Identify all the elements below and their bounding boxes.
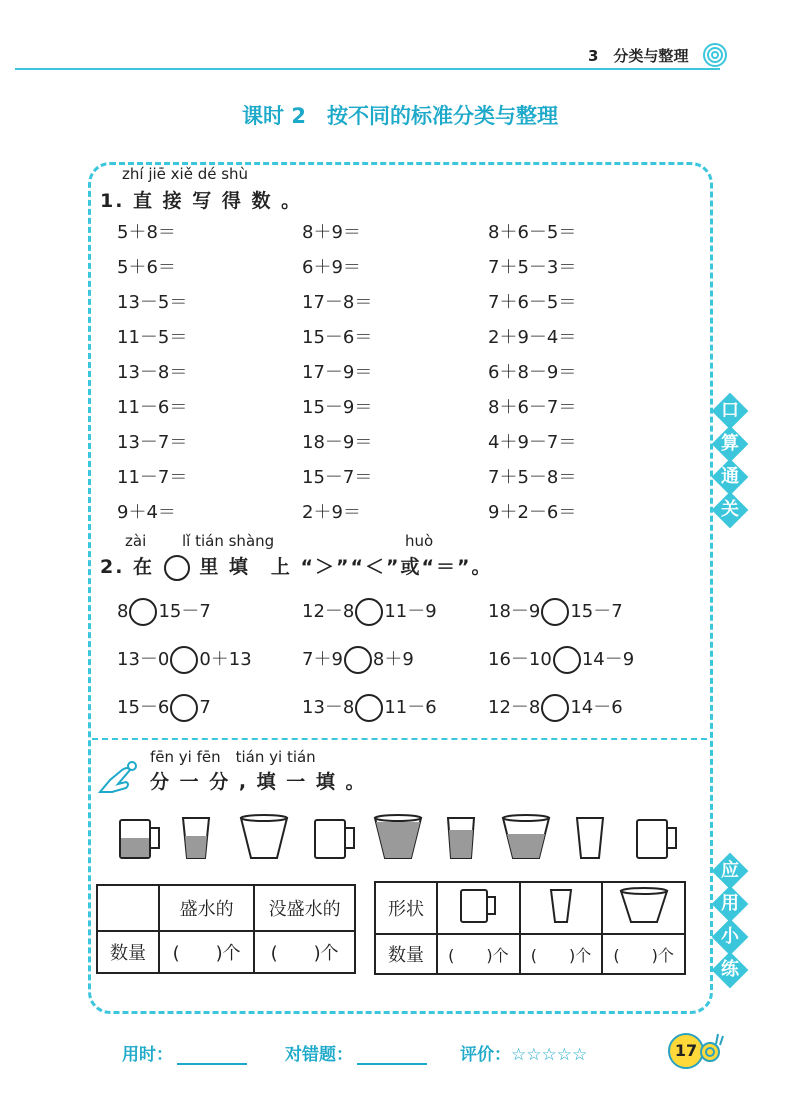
side-tab-char: 小 <box>721 926 739 947</box>
mug-empty-icon <box>315 820 354 858</box>
q2-comparison <box>117 645 252 674</box>
table2-shape-glass <box>520 882 603 934</box>
footer-rating <box>460 1040 587 1065</box>
header-divider <box>15 68 720 70</box>
q2-left: 13－0 <box>117 649 170 670</box>
answer-circle-icon[interactable] <box>355 694 383 722</box>
q1-expression: 13－7＝ <box>117 432 188 453</box>
q1-expression: 13－5＝ <box>117 292 188 313</box>
answer-circle-icon[interactable] <box>129 598 157 626</box>
q1-expression: 5＋8＝ <box>117 222 176 243</box>
mug-water-icon <box>120 820 159 858</box>
q1-expression: 6＋9＝ <box>302 257 361 278</box>
answer-circle-icon[interactable] <box>541 694 569 722</box>
answer-circle-icon[interactable] <box>170 694 198 722</box>
table2-cell-mug[interactable]: ( )个 <box>437 934 520 974</box>
q2-right: 11－6 <box>384 697 437 718</box>
q2-left: 16－10 <box>488 649 552 670</box>
q1-expression: 2＋9－4＝ <box>488 327 577 348</box>
table-shape <box>374 881 686 975</box>
bowl-empty-icon <box>241 815 287 858</box>
hand-pointer-icon <box>96 758 140 798</box>
q3-title: 分 一 分 , 填 一 填 。 <box>150 771 367 793</box>
q2-title-a: 2. 在 <box>100 556 155 578</box>
q1-expression: 8＋9＝ <box>302 222 361 243</box>
side-tab-char: 应 <box>721 860 739 881</box>
q1-pinyin: zhí jiē xiě dé shù <box>122 165 249 183</box>
chapter-label: 3 分类与整理 <box>588 47 689 65</box>
side-tab-char: 算 <box>721 433 739 454</box>
table1-header-empty: 没盛水的 <box>254 885 355 931</box>
q1-expression: 15－6＝ <box>302 327 373 348</box>
side-tab-char: 用 <box>721 893 739 914</box>
q1-expression: 6＋8－9＝ <box>488 362 577 383</box>
rating-stars[interactable]: ☆☆☆☆☆ <box>511 1045 588 1065</box>
lesson-title: 课时 2 按不同的标准分类与整理 <box>242 104 558 128</box>
q2-comparison <box>302 645 414 674</box>
answer-circle-icon[interactable] <box>170 646 198 674</box>
q2-right: 7 <box>199 697 211 718</box>
answer-circle-icon[interactable] <box>553 646 581 674</box>
q1-expression: 11－5＝ <box>117 327 188 348</box>
q3-pinyin: fēn yi fēn tián yi tián <box>150 748 316 766</box>
answer-circle-icon[interactable] <box>541 598 569 626</box>
spiral-icon <box>702 42 728 68</box>
answer-circle-icon[interactable] <box>344 646 372 674</box>
q2-pinyin-zai: zài <box>125 532 147 550</box>
q2-comparison <box>488 693 623 722</box>
q2-right: 15－7 <box>570 601 623 622</box>
q1-expression: 13－8＝ <box>117 362 188 383</box>
q1-expression: 17－8＝ <box>302 292 373 313</box>
mug-empty-icon-2 <box>637 820 676 858</box>
q1-expression: 9＋4＝ <box>117 502 176 523</box>
q2-left: 12－8 <box>302 601 355 622</box>
q1-expression: 7＋6－5＝ <box>488 292 577 313</box>
bowl-water-icon <box>375 815 421 858</box>
table2-row2-label: 数量 <box>375 934 437 974</box>
footer-time <box>122 1040 247 1065</box>
q1-expression: 7＋5－3＝ <box>488 257 577 278</box>
q1-expression: 15－7＝ <box>302 467 373 488</box>
q2-right: 14－6 <box>570 697 623 718</box>
table1-corner <box>97 885 159 931</box>
glass-water-icon <box>183 818 209 858</box>
q2-title-b: 里 填 上 “＞”“＜”或“＝”。 <box>199 556 493 578</box>
containers-row <box>105 812 695 864</box>
table2-shape-mug <box>437 882 520 934</box>
q2-title <box>100 552 492 581</box>
q2-left: 18－9 <box>488 601 541 622</box>
q2-comparison <box>488 645 634 674</box>
side-tab-char: 关 <box>721 499 739 520</box>
answer-circle-icon[interactable] <box>355 598 383 626</box>
section-divider <box>92 738 707 740</box>
q2-pinyin-huo: huò <box>405 532 434 550</box>
q2-right: 8＋9 <box>372 649 414 670</box>
q1-expression: 4＋9－7＝ <box>488 432 577 453</box>
q2-right: 14－9 <box>581 649 635 670</box>
snail-icon <box>698 1030 724 1064</box>
q2-left: 8 <box>117 601 129 622</box>
table2-row1-label: 形状 <box>375 882 437 934</box>
q2-right: 15－7 <box>158 601 211 622</box>
mug-icon <box>455 886 501 926</box>
q2-comparison <box>302 597 437 626</box>
glass-icon <box>541 886 581 926</box>
table1-header-filled: 盛水的 <box>159 885 254 931</box>
q1-expression: 17－9＝ <box>302 362 373 383</box>
q2-left: 15－6 <box>117 697 170 718</box>
table2-cell-bowl[interactable]: ( )个 <box>602 934 685 974</box>
q2-left: 12－8 <box>488 697 541 718</box>
q2-comparison <box>117 693 211 722</box>
q1-expression: 5＋6＝ <box>117 257 176 278</box>
glass-empty-icon <box>577 818 603 858</box>
table1-row-label: 数量 <box>97 931 159 973</box>
glass-water-icon-2 <box>448 818 474 858</box>
page-number: 17 <box>668 1033 704 1069</box>
q1-expression: 9＋2－6＝ <box>488 502 577 523</box>
time-blank[interactable] <box>177 1049 247 1065</box>
q1-expression: 8＋6－5＝ <box>488 222 577 243</box>
time-label: 用时： <box>122 1045 173 1065</box>
side-tab-char: 练 <box>721 959 739 980</box>
table1-cell-filled[interactable]: ( )个 <box>159 931 254 973</box>
q2-right: 0＋13 <box>199 649 252 670</box>
q2-comparison <box>117 597 211 626</box>
correct-label: 对错题： <box>285 1045 353 1065</box>
q1-expression: 18－9＝ <box>302 432 373 453</box>
table2-cell-glass[interactable]: ( )个 <box>520 934 603 974</box>
q2-comparison <box>302 693 437 722</box>
table-water <box>96 884 356 974</box>
rating-label: 评价： <box>460 1045 511 1065</box>
q1-expression: 8＋6－7＝ <box>488 397 577 418</box>
q2-left: 13－8 <box>302 697 355 718</box>
q2-comparison <box>488 597 623 626</box>
bowl-icon <box>616 886 672 926</box>
q2-left: 7＋9 <box>302 649 343 670</box>
bowl-water-icon-2 <box>503 815 549 858</box>
footer-correct <box>285 1040 427 1065</box>
q1-expression: 11－7＝ <box>117 467 188 488</box>
q2-right: 11－9 <box>384 601 437 622</box>
correct-blank[interactable] <box>357 1049 427 1065</box>
blank-circle-icon <box>164 555 190 581</box>
q1-title: 1. 直 接 写 得 数 。 <box>100 190 303 212</box>
side-tab-char: 通 <box>721 466 739 487</box>
side-tab-char: 口 <box>721 400 739 421</box>
table1-cell-empty[interactable]: ( )个 <box>254 931 355 973</box>
q1-expression: 11－6＝ <box>117 397 188 418</box>
q1-expression: 15－9＝ <box>302 397 373 418</box>
q1-expression: 2＋9＝ <box>302 502 361 523</box>
q2-pinyin-litian: lǐ tián shàng <box>182 532 275 550</box>
q1-expression: 7＋5－8＝ <box>488 467 577 488</box>
table2-shape-bowl <box>602 882 685 934</box>
